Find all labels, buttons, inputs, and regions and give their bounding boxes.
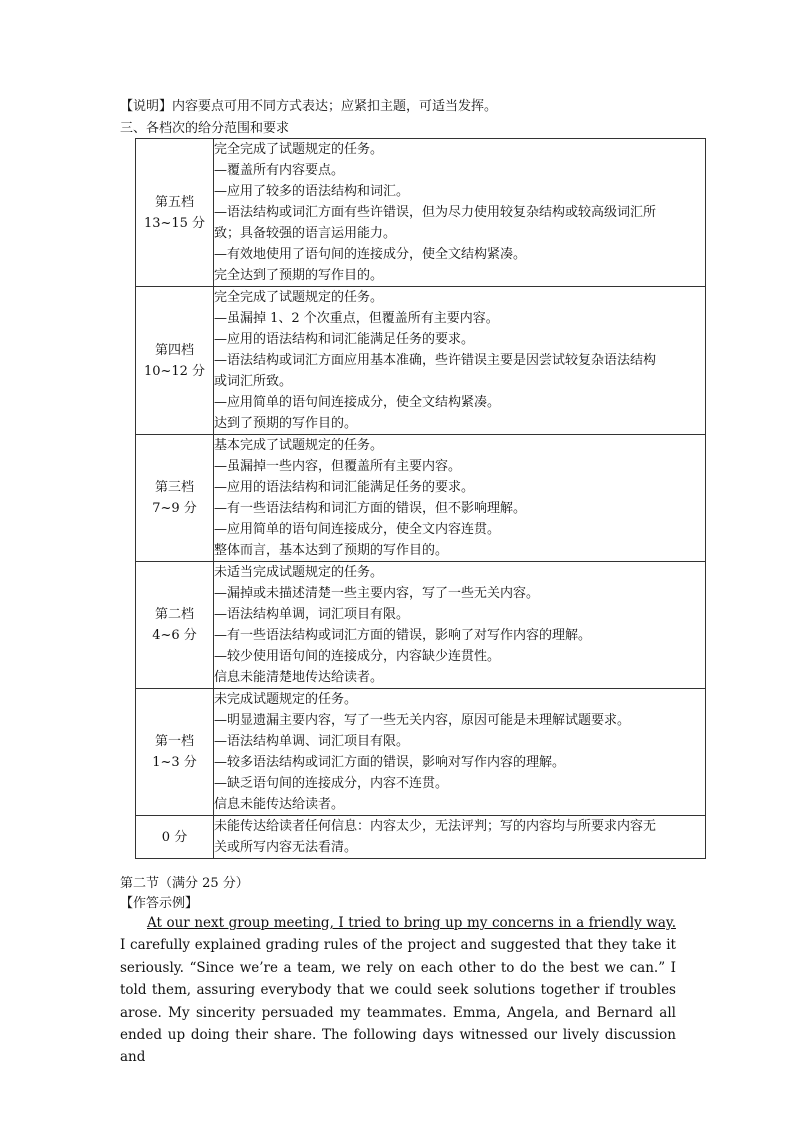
criteria-line: —语法结构单调，词汇项目有限。 [214, 607, 410, 622]
criteria-line: 完全完成了试题规定的任务。 [214, 142, 384, 157]
criteria-line: —语法结构或词汇方面有些许错误，但为尽力使用较复杂结构或较高级词汇所 [214, 205, 657, 220]
band-name: 第一档 [154, 734, 194, 749]
rubric-table [135, 138, 706, 859]
criteria-line: 基本完成了试题规定的任务。 [214, 438, 384, 453]
criteria-line: —应用的语法结构和词汇能满足任务的要求。 [214, 332, 475, 347]
criteria-line: —应用了较多的语法结构和词汇。 [214, 184, 410, 199]
band-name: 第三档 [154, 480, 194, 495]
criteria-line: 完全达到了预期的写作目的。 [214, 268, 384, 283]
band-score: 4~6 分 [152, 628, 197, 643]
criteria-line: —有一些语法结构和词汇方面的错误，但不影响理解。 [214, 501, 527, 516]
criteria-line: 整体而言，基本达到了预期的写作目的。 [214, 543, 449, 558]
rubric-row [136, 689, 706, 816]
underlined-lead-sentence: At our next group meeting, I tried to bring up my concerns in a friendly way. [147, 915, 676, 931]
criteria-cell [214, 689, 706, 816]
criteria-line: 信息未能传达给读者。 [214, 797, 345, 812]
criteria-cell [214, 816, 706, 859]
criteria-line: —应用的语法结构和词汇能满足任务的要求。 [214, 480, 475, 495]
rubric-row [136, 287, 706, 435]
criteria-line: —语法结构或词汇方面应用基本准确，些许错误主要是因尝试较复杂语法结构 [214, 353, 657, 368]
criteria-line: 或词汇所致。 [214, 374, 293, 389]
band-cell [136, 139, 214, 287]
band-score: 10~12 分 [143, 363, 206, 379]
criteria-line: 未适当完成试题规定的任务。 [214, 565, 384, 580]
paragraph-body: I carefully explained grading rules of the project and suggested that they take it seriously. “Since we’re a team, we rely on each other to do the best we can.” I told them, assuring everybody that we could seek solutions together if troubles arose. My sincerity persuaded my teammates. Emma, Angela, and Bernard all ended up doing their share. The following days witnessed our lively discussion and [120, 937, 676, 1066]
band-cell [136, 562, 214, 689]
criteria-line: 关或所写内容无法看清。 [214, 840, 358, 855]
criteria-line: 完全完成了试题规定的任务。 [214, 290, 384, 305]
section-heading: 三、各档次的给分范围和要求 [120, 121, 290, 136]
criteria-line: 致；具备较强的语言运用能力。 [214, 226, 397, 241]
band-name: 0 分 [161, 829, 188, 845]
band-cell [136, 689, 214, 816]
criteria-line: —较多语法结构或词汇方面的错误，影响对写作内容的理解。 [214, 755, 566, 770]
criteria-line: —缺乏语句间的连接成分，内容不连贯。 [214, 776, 449, 791]
answer-example-label: 【作答示例】 [120, 896, 199, 911]
band-score: 1~3 分 [152, 755, 197, 770]
rubric-row [136, 816, 706, 859]
criteria-line: —漏掉或未描述清楚一些主要内容，写了一些无关内容。 [214, 586, 540, 601]
criteria-line: 未完成试题规定的任务。 [214, 692, 358, 707]
band-cell [136, 287, 214, 435]
criteria-line: —覆盖所有内容要点。 [214, 163, 345, 178]
note-line: 【说明】内容要点可用不同方式表达；应紧扣主题，可适当发挥。 [120, 99, 498, 114]
criteria-line: —虽漏掉 1、2 个次重点，但覆盖所有主要内容。 [214, 311, 499, 326]
rubric-table-body [136, 139, 706, 859]
rubric-row [136, 562, 706, 689]
band-score: 13~15 分 [143, 215, 206, 231]
criteria-line: —明显遗漏主要内容，写了一些无关内容，原因可能是未理解试题要求。 [214, 713, 631, 728]
criteria-line: —语法结构单调、词汇项目有限。 [214, 734, 410, 749]
criteria-line: 信息未能清楚地传达给读者。 [214, 670, 384, 685]
answer-paragraph [120, 912, 676, 1069]
section2-heading: 第二节（满分 25 分） [120, 876, 249, 891]
criteria-cell [214, 139, 706, 287]
band-score: 7~9 分 [152, 501, 197, 516]
rubric-row [136, 435, 706, 562]
band-cell [136, 435, 214, 562]
band-name: 第五档 [154, 194, 194, 210]
criteria-cell [214, 435, 706, 562]
criteria-line: —虽漏掉一些内容，但覆盖所有主要内容。 [214, 459, 462, 474]
criteria-cell [214, 287, 706, 435]
band-name: 第四档 [154, 342, 194, 358]
criteria-line: —应用简单的语句间连接成分，使全文结构紧凑。 [214, 395, 501, 410]
rubric-row [136, 139, 706, 287]
band-cell [136, 816, 214, 859]
criteria-line: 达到了预期的写作目的。 [214, 416, 358, 431]
criteria-line: —应用简单的语句间连接成分，使全文内容连贯。 [214, 522, 501, 537]
criteria-line: 未能传达给读者任何信息：内容太少，无法评判；写的内容均与所要求内容无 [214, 819, 657, 834]
criteria-line: —有一些语法结构或词汇方面的错误，影响了对写作内容的理解。 [214, 628, 592, 643]
band-name: 第二档 [154, 607, 194, 622]
criteria-line: —较少使用语句间的连接成分，内容缺少连贯性。 [214, 649, 501, 664]
criteria-cell [214, 562, 706, 689]
criteria-line: —有效地使用了语句间的连接成分，使全文结构紧凑。 [214, 247, 527, 262]
